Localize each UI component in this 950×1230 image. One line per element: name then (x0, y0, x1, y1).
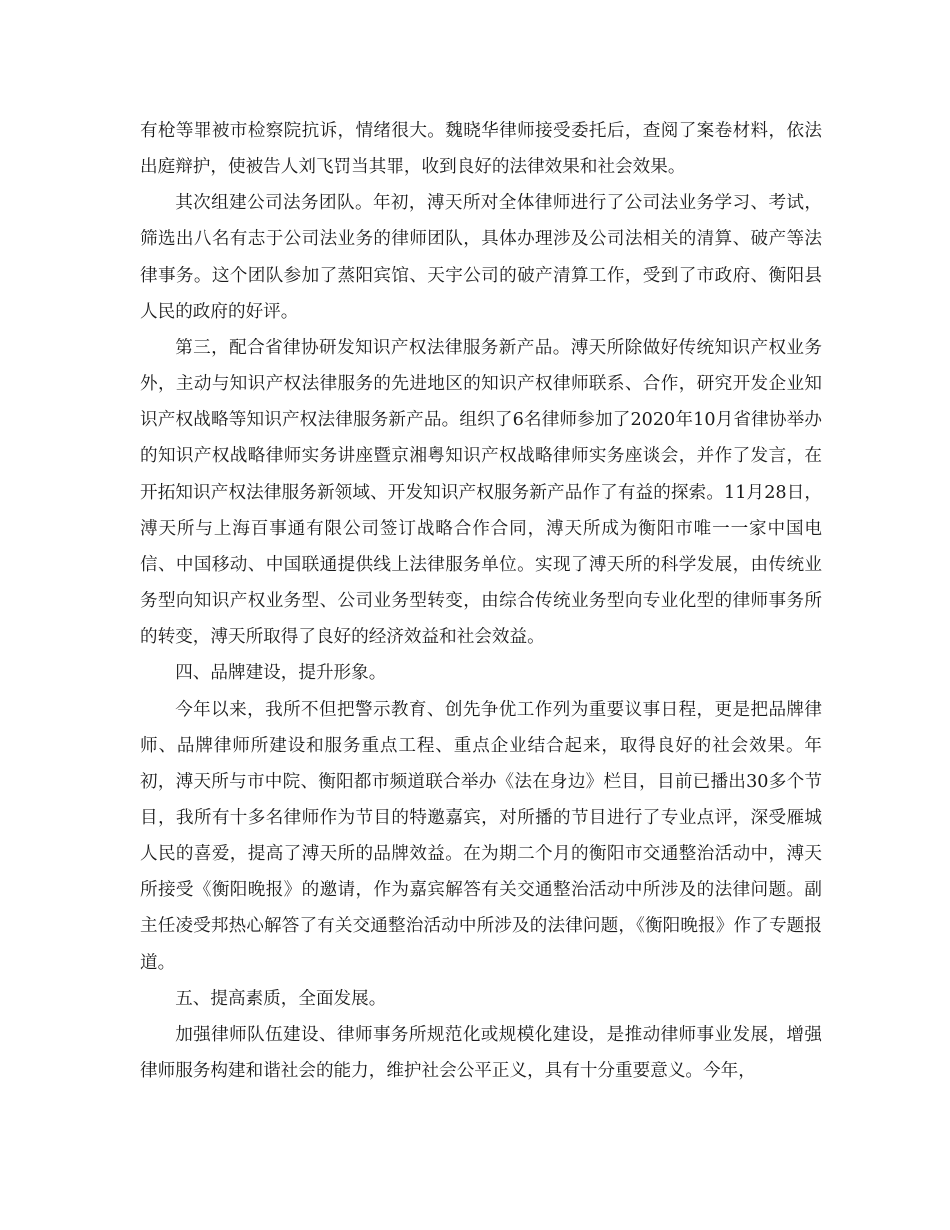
paragraph-2: 其次组建公司法务团队。年初，溥天所对全体律师进行了公司法业务学习、考试，筛选出八名有志于公司法业务的律师团队，具体办理涉及公司法相关的清算、破产等法律事务。这个团队参加了蒸阳宾馆、天宇公司的破产清算工作，受到了市政府、衡阳县人民的政府的好评。 (140, 193, 822, 322)
paragraph-1: 有枪等罪被市检察院抗诉，情绪很大。魏晓华律师接受委托后，查阅了案卷材料，依法出庭辩护，使被告人刘飞罚当其罪，收到良好的法律效果和社会效果。 (140, 121, 822, 178)
document-body (140, 113, 822, 1089)
paragraph-3: 第三，配合省律协研发知识产权法律服务新产品。溥天所除做好传统知识产权业务外，主动与知识产权法律服务的先进地区的知识产权律师联系、合作，研究开发企业知识产权战略等知识产权法律服务新产品。组织了6名律师参加了2020年10月省律协举办的知识产权战略律师实务讲座暨京湘粤知识产权战略律师实务座谈会，并作了发言，在开拓知识产权法律服务新领域、开发知识产权服务新产品作了有益的探索。11月28日，溥天所与上海百事通有限公司签订战略合作合同，溥天所成为衡阳市唯一一家中国电信、中国移动、中国联通提供线上法律服务单位。实现了溥天所的科学发展，由传统业务型向知识产权业务型、公司业务型转变，由综合传统业务型向专业化型的律师事务所的转变，溥天所取得了良好的经济效益和社会效益。 (140, 337, 822, 648)
section-heading-5: 五、提高素质，全面发展。 (175, 988, 387, 1009)
section-heading-4: 四、品牌建设，提升形象。 (175, 663, 387, 684)
paragraph-4: 今年以来，我所不但把警示教育、创先争优工作列为重要议事日程，更是把品牌律师、品牌律师所建设和服务重点工程、重点企业结合起来，取得良好的社会效果。年初，溥天所与市中院、衡阳都市频道联合举办《法在身边》栏目，目前已播出30多个节目，我所有十多名律师作为节目的特邀嘉宾，对所播的节目进行了专业点评，深受雁城人民的喜爱，提高了溥天所的品牌效益。在为期二个月的衡阳市交通整治活动中，溥天所接受《衡阳晚报》的邀请，作为嘉宾解答有关交通整治活动中所涉及的法律问题。副主任凌受邦热心解答了有关交通整治活动中所涉及的法律问题，《衡阳晚报》作了专题报道。 (140, 699, 822, 973)
paragraph-5: 加强律师队伍建设、律师事务所规范化或规模化建设，是推动律师事业发展，增强律师服务构建和谐社会的能力，维护社会公平正义，具有十分重要意义。今年， (140, 1024, 822, 1082)
